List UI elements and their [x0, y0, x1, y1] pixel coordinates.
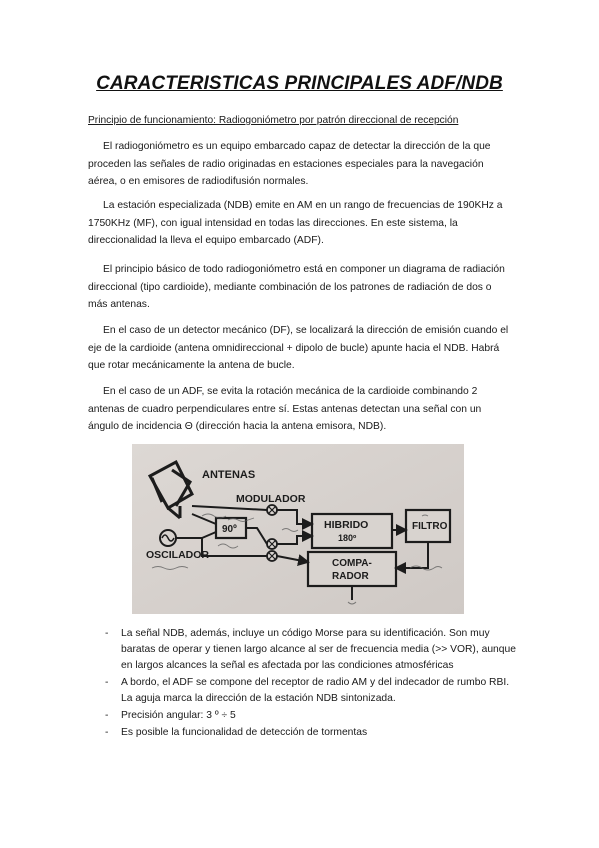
- bullet-dash: -: [105, 677, 109, 688]
- label-comparador-1: COMPA-: [332, 558, 372, 569]
- bullet-text: A bordo, el ADF se compone del receptor de radio AM y del indecador de rumbo RBI. La aguja marca la dirección de la estación NDB sintonizada.: [121, 677, 510, 704]
- bullet-text: Precisión angular: 3 º ÷ 5: [121, 710, 236, 721]
- label-modulador: MODULADOR: [236, 493, 306, 505]
- paragraph: La estación especializada (NDB) emite en AM en un rango de frecuencias de 190KHz a 1750KHz (MF), con igual intensidad en todas las direcciones. En este sistema, la direccionalidad la lleva el equipo embarcado (ADF).: [88, 200, 503, 246]
- label-filtro: FILTRO: [412, 521, 448, 532]
- label-antenas: ANTENAS: [202, 469, 256, 481]
- paragraph: En el caso de un detector mecánico (DF), se localizará la dirección de emisión cuando el eje de la cardioide (antena omnidireccional + dipolo de bucle) apunte hacia el NDB. Habrá que rotar mecánicamente la antena de bucle.: [88, 325, 509, 371]
- list-item: [88, 626, 518, 674]
- label-hibrido: HIBRIDO: [324, 519, 369, 531]
- bullet-dash: -: [105, 628, 109, 639]
- bullet-text: La señal NDB, además, incluye un código Morse para su identificación. Son muy baratas de operar y tienen largo alcance al ser de frecuencia media (>> VOR), aunque en largos alcances la señal es afectada por las condiciones atmosféricas: [121, 628, 516, 671]
- paragraph: En el caso de un ADF, se evita la rotación mecánica de la cardioide combinando 2 antenas de cuadro perpendiculares entre sí. Estas antenas detectan una señal con un ángulo de incidencia Θ (dirección hacia la antena emisora, NDB).: [88, 386, 482, 432]
- label-oscilador: OSCILADOR: [146, 549, 209, 561]
- paragraph: El radiogoniómetro es un equipo embarcado capaz de detectar la dirección de la que proceden las señales de radio originadas en estaciones especiales para la navegación aérea, o en emisores de radiodifusión normales.: [88, 141, 491, 187]
- label-hibrido-angle: 180º: [338, 533, 357, 543]
- features-bullet-list: [88, 626, 518, 742]
- bullet-dash: -: [105, 727, 109, 738]
- list-item: [88, 675, 518, 707]
- document-title: CARACTERISTICAS PRINCIPALES ADF/NDB: [96, 73, 503, 94]
- list-item: [88, 725, 518, 741]
- label-comparador-2: RADOR: [332, 571, 369, 582]
- bullet-dash: -: [105, 710, 109, 721]
- section-subtitle: Principio de funcionamiento: Radiogoniómetro por patrón direccional de recepción: [88, 115, 459, 126]
- adf-block-diagram: [132, 444, 464, 614]
- list-item: [88, 708, 518, 724]
- adf-block-diagram-photo: [132, 444, 464, 614]
- label-phase: 90º: [222, 524, 237, 535]
- bullet-text: Es posible la funcionalidad de detección de tormentas: [121, 727, 368, 738]
- paragraph: El principio básico de todo radiogoniómetro está en componer un diagrama de radiación direccional (tipo cardioide), mediante combinación de los patrones de radiación de dos o más antenas.: [88, 264, 505, 310]
